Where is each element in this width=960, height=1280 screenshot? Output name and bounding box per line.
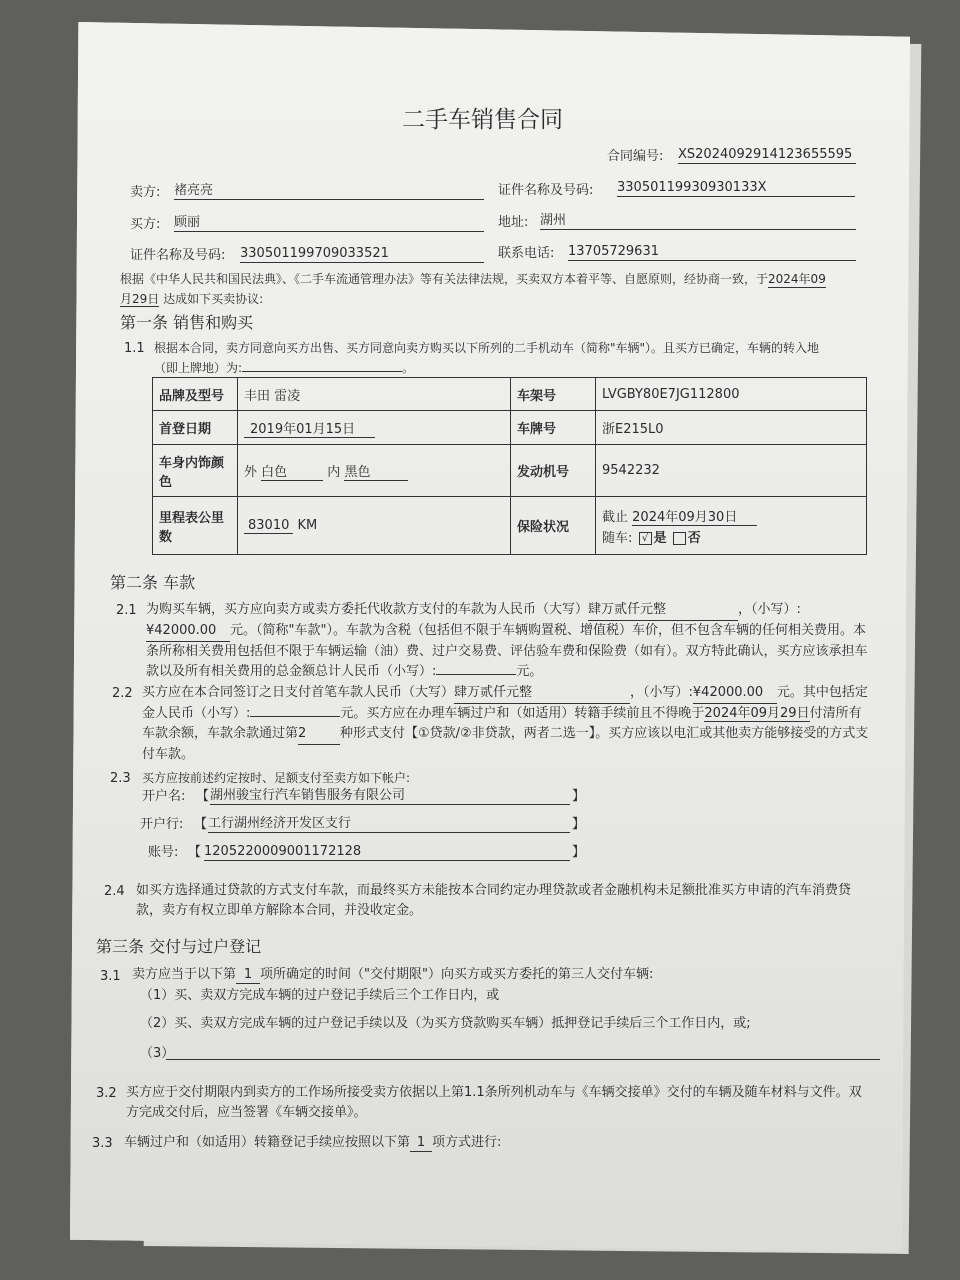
mileage-unit: KM	[297, 518, 318, 533]
contract-no: XS2024092914123655595	[678, 147, 856, 164]
account-no-label: 账号:	[148, 845, 179, 860]
vin-value: LVGBY80E7JG112800	[596, 378, 867, 411]
seller-id: 33050119930930133X	[617, 180, 855, 197]
account-name: 湖州骏宝行汽车销售服务有限公司	[210, 788, 570, 805]
total-amount-blank	[436, 674, 516, 675]
account-no: 1205220009001172128	[204, 844, 570, 861]
price-uppercase: 肆万贰仟元整	[588, 600, 738, 621]
reg-date-label: 首登日期	[153, 411, 238, 445]
mileage-value: 83010	[244, 518, 293, 534]
buyer-label: 买方:	[130, 217, 161, 232]
clause-2-4-text: 如买方选择通过贷款的方式支付车款，而最终买方未能按本合同约定办理贷款或者金融机构未足额批准买方申请的汽车消费贷款，卖方有权立即单方解除本合同，并没收定金。	[136, 883, 852, 918]
clause-1-1-text-2: （即上牌地）为: 。	[154, 361, 415, 375]
clause-2-2-text: 买方应在本合同签订之日支付首笔车款人民币（大写）肆万贰仟元整 ，（小写）:¥42000.00 元。其中包括定金人民币（小写）: 元。买方应在办理车辆过户和（如适用）转籍手续前且不得晚于2024年09月29日付清所有车款余额，车款余款通过第2 种形式支付【①贷款/②非贷款，两者二选一】。买方应该以电汇或其他卖方能够接受的方式支付车款。	[142, 685, 869, 762]
address-label: 地址:	[498, 215, 529, 230]
brand-value: 丰田 雷凌	[238, 378, 511, 411]
deposit-blank	[250, 716, 340, 717]
bracket-left: 【	[194, 817, 208, 832]
phone-label: 联系电话:	[498, 246, 555, 261]
preamble-date-part1: 2024年09	[768, 272, 826, 286]
account-bank: 工行湖州经济开发区支行	[208, 816, 570, 833]
clause-3-1-number: 3.1	[100, 969, 121, 984]
clause-3-2-text: 买方应于交付期限内到卖方的工作场所接受卖方依据以上第1.1条所列机动车与《车辆交接单》交付的车辆及随车材料与文件。双方完成交付后，应当签署《车辆交接单》。	[126, 1085, 862, 1120]
reg-date-value: 2019年01月15日	[244, 422, 375, 438]
interior-color: 黑色	[344, 461, 408, 481]
seller-name: 褚亮亮	[174, 183, 484, 200]
engine-label: 发动机号	[511, 445, 596, 497]
option-3-blank	[166, 1043, 880, 1060]
phone: 13705729631	[568, 244, 856, 261]
buyer-name: 顾丽	[174, 215, 484, 232]
balance-deadline: 2024年09月29日	[704, 706, 810, 721]
clause-2-1-text: 为购买车辆，买方应向卖方或卖方委托代收款方支付的车款为人民币（大写）肆万贰仟元整 ，（小写）: ¥42000.00 元。（简称"车款"）。车款为含税（包括但不限于车辆购置税、增值税）车价，但不包含车辆的任何相关费用。本条所称相关费用包括但不限于车辆运输（油）费、过户交易费、评估验车费和保险费（如有）。双方特此确认，买方应该承担车款以及所有相关费用的总金额总计人民币（小写）: 元。	[146, 602, 868, 679]
address: 湖州	[540, 213, 856, 230]
payment-method: 2	[298, 724, 340, 745]
vin-label: 车架号	[511, 378, 596, 411]
clause-1-1-text: 根据本合同，卖方同意向买方出售、买方同意向卖方购买以下所列的二手机动车（简称"车辆"）。且买方已确定，车辆的转入地	[154, 341, 820, 355]
clause-3-3-number: 3.3	[92, 1136, 113, 1151]
insurance-until: 2024年09月30日	[632, 510, 757, 526]
account-name-label: 开户名:	[142, 789, 186, 804]
clause-3-3-text: 车辆过户和（如适用）转籍登记手续应按照以下第 1 项方式进行:	[124, 1135, 502, 1150]
first-payment-uppercase: 肆万贰仟元整	[454, 683, 630, 704]
clause-1-1-number: 1.1	[124, 341, 145, 356]
bracket-right: 】	[572, 845, 586, 860]
seller-id-label: 证件名称及号码:	[498, 183, 594, 198]
price-amount: ¥42000.00	[146, 621, 230, 642]
plate-value: 浙E215L0	[596, 411, 867, 445]
color-label: 车身内饰颜色	[153, 445, 238, 497]
exterior-color: 白色	[261, 461, 323, 481]
buyer-id-label: 证件名称及号码:	[130, 248, 226, 263]
option-1: （1）买、卖双方完成车辆的过户登记手续后三个工作日内，或	[140, 988, 500, 1003]
insurance-value: 截止 2024年09月30日 随车: √ 是 否	[596, 497, 867, 555]
bracket-right: 】	[572, 789, 586, 804]
article-1-title: 第一条 销售和购买	[120, 313, 254, 332]
article-3-title: 第三条 交付与过户登记	[96, 937, 262, 956]
engine-value: 9542232	[596, 445, 867, 497]
color-value: 外 白色 内 黑色	[238, 445, 511, 497]
first-payment-amount: ¥42000.00	[693, 683, 777, 704]
table-row	[153, 378, 867, 411]
clause-2-1-number: 2.1	[116, 603, 137, 618]
clause-3-2-number: 3.2	[96, 1086, 117, 1101]
table-row	[153, 497, 867, 555]
insurance-label: 保险状况	[511, 497, 596, 555]
mileage-label: 里程表公里数	[153, 497, 238, 555]
plate-label: 车牌号	[511, 411, 596, 445]
checkbox-yes-icon: √	[639, 532, 652, 545]
contract-no-label: 合同编号:	[607, 149, 664, 164]
bracket-right: 】	[572, 817, 586, 832]
article-2-title: 第二条 车款	[110, 573, 196, 592]
vehicle-table	[152, 377, 867, 555]
preamble-date-part2: 月29日	[120, 292, 160, 306]
option-2: （2）买、卖双方完成车辆的过户登记手续以及（为买方贷款购买车辆）抵押登记手续后三个工作日内，或;	[140, 1016, 751, 1031]
document-title: 二手车销售合同	[402, 107, 563, 133]
clause-3-1-text: 卖方应当于以下第 1 项所确定的时间（"交付期限"）向买方或买方委托的第三人交付车辆:	[132, 967, 654, 982]
clause-2-2-number: 2.2	[112, 686, 133, 701]
bracket-left: 【	[188, 845, 202, 860]
table-row	[153, 445, 867, 497]
delivery-option: 1	[236, 967, 260, 984]
destination-blank	[242, 371, 402, 372]
table-row	[153, 411, 867, 445]
clause-2-3-number: 2.3	[110, 771, 131, 786]
transfer-option: 1	[410, 1135, 432, 1152]
account-bank-label: 开户行:	[140, 817, 184, 832]
brand-label: 品牌及型号	[153, 378, 238, 411]
seller-label: 卖方:	[130, 185, 161, 200]
preamble-line2: 月29日 达成如下买卖协议:	[120, 292, 264, 306]
clause-2-3-text: 买方应按前述约定按时、足额支付至卖方如下帐户:	[142, 771, 411, 785]
checkbox-no-icon	[673, 532, 686, 545]
preamble: 根据《中华人民共和国民法典》、《二手车流通管理办法》等有关法律法规，买卖双方本着平等、自愿原则，经协商一致，于2024年09	[120, 272, 826, 286]
buyer-id: 330501199709033521	[240, 246, 484, 263]
bracket-left: 【	[196, 789, 210, 804]
option-3: （3）	[140, 1046, 175, 1061]
clause-2-4-number: 2.4	[104, 884, 125, 899]
